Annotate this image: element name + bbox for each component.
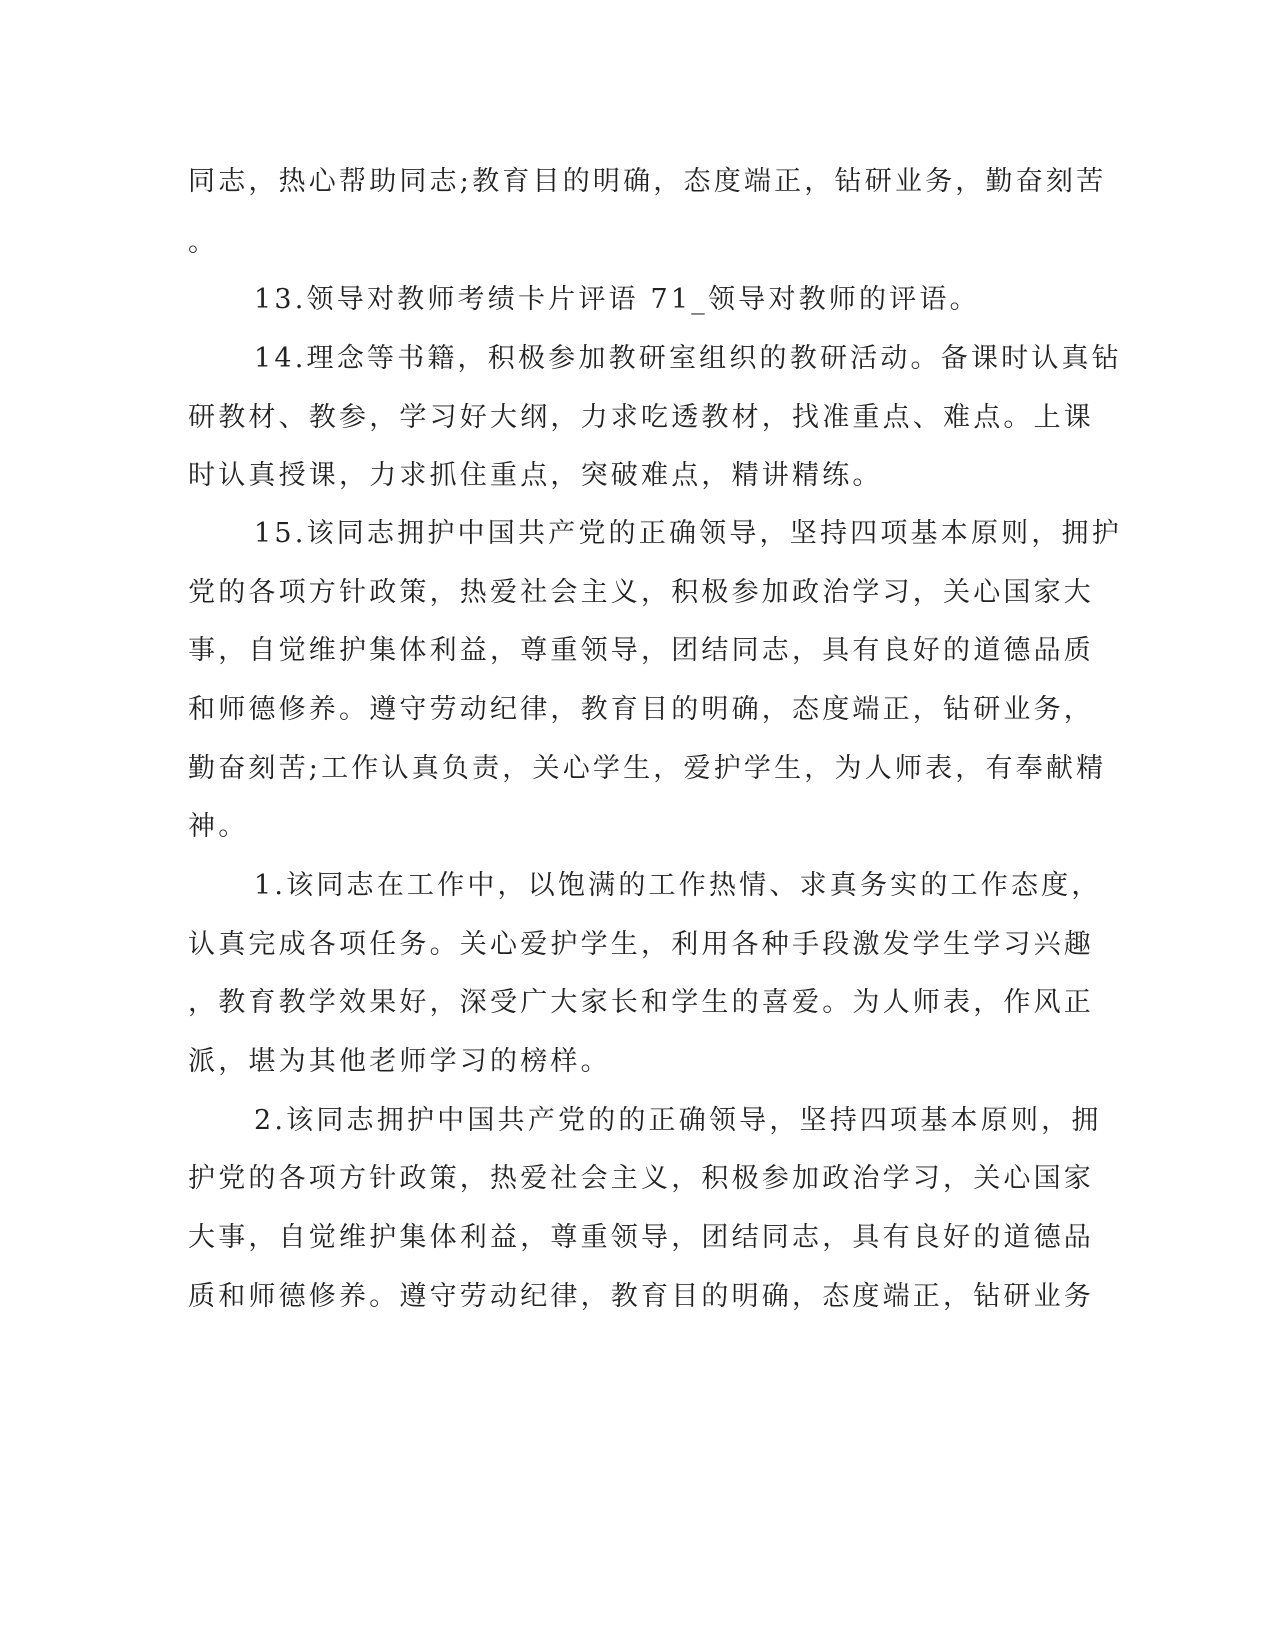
paragraph-1-line-4: 派，堪为其他老师学习的榜样。: [188, 1046, 611, 1077]
paragraph-1-line-3: ，教育教学效果好，深受广大家长和学生的喜爱。为人师表，作风正: [188, 987, 1094, 1018]
paragraph-14-line-1: 14.理念等书籍，积极参加教研室组织的教研活动。备课时认真钻: [254, 343, 1122, 374]
paragraph-15-line-1: 15.该同志拥护中国共产党的正确领导，坚持四项基本原则，拥护: [254, 518, 1122, 549]
paragraph-15-line-5: 勤奋刻苦;工作认真负责，关心学生，爱护学生，为人师表，有奉献精: [188, 753, 1107, 784]
paragraph-14-line-2: 研教材、教参，学习好大纲，力求吃透教材，找准重点、难点。上课: [188, 402, 1094, 433]
paragraph-1-line-2: 认真完成各项任务。关心爱护学生，利用各种手段激发学生学习兴趣: [188, 929, 1094, 960]
paragraph-12-line-end: 同志，热心帮助同志;教育目的明确，态度端正，钻研业务，勤奋刻苦: [188, 166, 1107, 197]
paragraph-2-line-4: 质和师德修养。遵守劳动纪律，教育目的明确，态度端正，钻研业务: [188, 1281, 1094, 1312]
paragraph-15-line-2: 党的各项方针政策，热爱社会主义，积极参加政治学习，关心国家大: [188, 577, 1094, 608]
paragraph-2-line-1: 2.该同志拥护中国共产党的的正确领导，坚持四项基本原则，拥: [254, 1105, 1102, 1136]
paragraph-2-line-2: 护党的各项方针政策，热爱社会主义，积极参加政治学习，关心国家: [188, 1163, 1094, 1194]
paragraph-13: 13.领导对教师考绩卡片评语 71_领导对教师的评语。: [254, 284, 980, 315]
paragraph-15-line-4: 和师德修养。遵守劳动纪律，教育目的明确，态度端正，钻研业务，: [188, 694, 1094, 725]
paragraph-1-line-1: 1.该同志在工作中，以饱满的工作热情、求真务实的工作态度，: [254, 870, 1102, 901]
paragraph-2-line-3: 大事，自觉维护集体利益，尊重领导，团结同志，具有良好的道德品: [188, 1222, 1094, 1253]
paragraph-15-line-6: 神。: [188, 811, 249, 842]
paragraph-12-trailing-mark: 。: [188, 227, 219, 258]
paragraph-15-line-3: 事，自觉维护集体利益，尊重领导，团结同志，具有良好的道德品质: [188, 635, 1094, 666]
paragraph-14-line-3: 时认真授课，力求抓住重点，突破难点，精讲精练。: [188, 460, 883, 491]
